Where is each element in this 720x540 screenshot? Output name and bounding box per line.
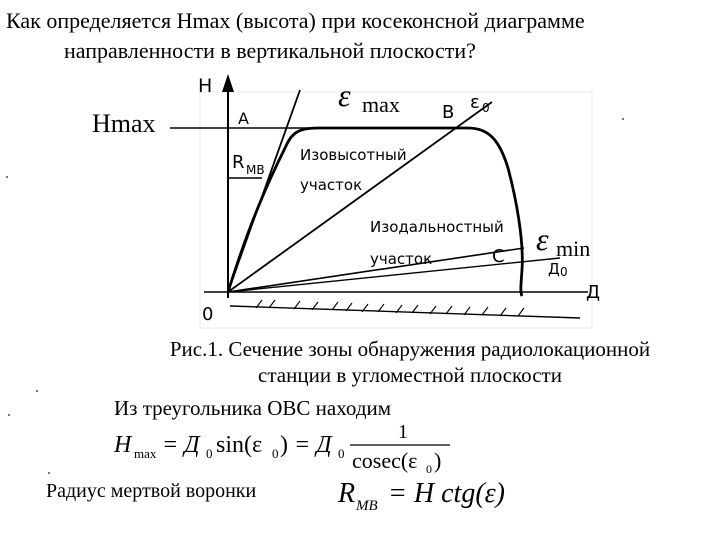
caption-line-1: Рис.1. Сечение зоны обнаружения радиолокационной [169, 337, 651, 361]
label-a: A [238, 109, 249, 128]
rmb-formula [336, 470, 566, 514]
f1-den-close: ) [434, 448, 442, 473]
label-h: H [198, 75, 213, 97]
f1-eq2: = Д [294, 432, 332, 458]
f1-den-sub: 0 [426, 462, 432, 476]
f2-lhs: R [338, 478, 356, 509]
label-emax-eps: ε [338, 77, 351, 113]
f1-numerator: 1 [398, 421, 408, 443]
label-iso-height-2: участок [300, 176, 363, 194]
label-e0-sub: 0 [482, 101, 490, 115]
label-rmb: R [232, 152, 245, 173]
f1-close: ) [280, 432, 288, 458]
label-d0: Д [548, 260, 560, 278]
f1-lhs: H [114, 432, 132, 458]
label-b: B [442, 102, 455, 123]
title-line-1: Как определяется Hmax (высота) при косеконсной диаграмме [6, 8, 585, 33]
label-c: C [492, 246, 505, 267]
label-d0-sub: 0 [560, 265, 568, 279]
label-iso-range-2: участок [370, 250, 433, 268]
label-d: Д [586, 282, 601, 303]
hmax-formula [112, 420, 472, 476]
label-emax-sub: max [362, 92, 400, 117]
figure-caption [110, 336, 710, 388]
h-axis-arrow [222, 74, 234, 92]
triangle-text: Из треугольника ОВС находим [114, 396, 392, 420]
f1-d-sub2: 0 [338, 446, 345, 461]
f1-denominator: cosec(ε [352, 448, 418, 473]
f2-lhs-sub: MB [356, 498, 378, 514]
stray-dot [8, 414, 10, 416]
f1-lhs-sub: max [134, 446, 157, 461]
detection-zone-diagram [0, 64, 720, 340]
f1-sin: sin(ε [216, 432, 263, 458]
slide-title [6, 6, 706, 66]
f1-eq1: = Д [162, 432, 200, 458]
label-iso-height-1: Изовысотный [300, 146, 407, 164]
title-line-2: направленности в вертикальной плоскости? [64, 38, 476, 63]
stray-dot [6, 176, 8, 178]
label-hmax: Hmax [92, 109, 156, 138]
f1-d-sub: 0 [206, 446, 213, 461]
label-origin: 0 [202, 304, 214, 325]
caption-line-2: станции в угломестной плоскости [258, 363, 562, 387]
f2-rhs: = H ctg(ε) [388, 478, 506, 509]
label-iso-range-1: Изодальностный [370, 218, 504, 236]
stray-dot [622, 118, 624, 120]
label-rmb-sub: MB [246, 163, 265, 177]
stray-dot [36, 390, 38, 392]
label-emin-sub: min [556, 236, 591, 261]
label-e0: ε [470, 92, 480, 113]
radius-text: Радиус мертвой воронки [46, 480, 257, 502]
stray-dot [48, 472, 50, 474]
label-emin-eps: ε [536, 221, 549, 257]
f1-eps-sub: 0 [272, 446, 279, 461]
